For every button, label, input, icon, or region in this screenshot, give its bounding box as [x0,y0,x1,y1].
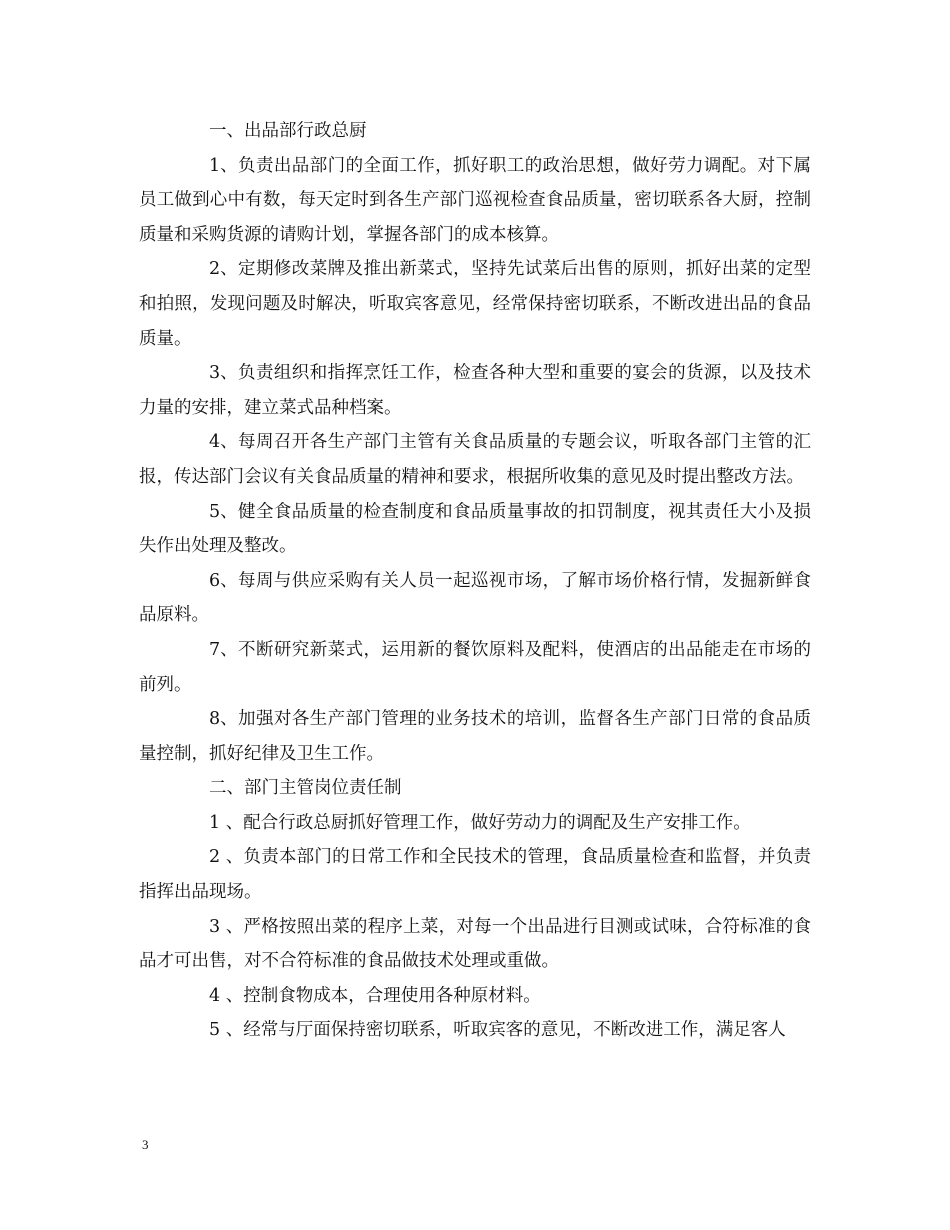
item-number: 6、 [209,570,238,591]
item-text: 不断研究新菜式，运用新的餐饮原料及配料，使酒店的出品能走在市场的前列。 [139,639,811,695]
item-text: 健全食品质量的检查制度和食品质量事故的扣罚制度，视其责任大小及损失作出处理及整改。 [139,501,811,557]
section-heading [139,771,811,806]
item-number: 8、 [209,709,238,730]
list-item [139,702,811,771]
item-text: 每周与供应采购有关人员一起巡视市场，了解市场价格行情，发掘新鲜食品原料。 [139,570,811,626]
list-item [139,356,811,425]
item-text: 负责组织和指挥烹饪工作，检查各种大型和重要的宴会的货源，以及技术力量的安排，建立菜式品种档案。 [139,363,811,418]
item-number: 2、 [209,259,238,280]
item-text: 负责本部门的日常工作和全民技术的管理，食品质量检查和监督，并负责指挥出品现场。 [139,847,811,903]
item-number: 3 、 [209,916,244,937]
document-body [139,114,811,1048]
item-text: 严格按照出菜的程序上菜，对每一个出品进行目测或试味，合符标准的食品才可出售，对不合符标准的食品做技术处理或重做。 [139,916,811,972]
item-number: 4 、 [209,985,244,1006]
item-number: 2 、 [209,847,244,868]
list-item [139,495,811,564]
section-number: 二、 [209,778,244,799]
item-text: 控制食物成本，合理使用各种原材料。 [243,985,541,1006]
item-text: 负责出品部门的全面工作，抓好职工的政治思想，做好劳力调配。对下属员工做到心中有数，每天定时到各生产部门巡视检查食品质量，密切联系各大厨，控制质量和采购货源的请购计划，掌握各部门的成本核算。 [139,155,811,245]
list-item [139,1013,811,1048]
item-number: 1 、 [209,812,244,833]
list-item [139,633,811,702]
item-number: 5、 [209,501,238,522]
section-heading [139,114,811,149]
item-number: 4、 [209,432,238,453]
item-number: 1、 [209,155,238,176]
item-number: 7、 [209,639,238,660]
page-number: 3 [142,1137,149,1152]
item-text: 经常与厅面保持密切联系，听取宾客的意见，不断改进工作，满足客人 [243,1020,786,1041]
section-number: 一、 [209,121,244,141]
list-item [139,425,811,494]
item-text: 配合行政总厨抓好管理工作，做好劳动力的调配及生产安排工作。 [243,812,751,833]
section-title: 部门主管岗位责任制 [244,778,402,799]
item-text: 每周召开各生产部门主管有关食品质量的专题会议，听取各部门主管的汇报，传达部门会议有关食品质量的精神和要求，根据所收集的意见及时提出整改方法。 [139,432,811,487]
list-item [139,806,811,841]
list-item [139,252,811,356]
item-number: 5 、 [209,1020,244,1041]
item-text: 加强对各生产部门管理的业务技术的培训，监督各生产部门日常的食品质量控制，抓好纪律及卫生工作。 [139,709,811,764]
list-item [139,840,811,909]
list-item [139,979,811,1014]
list-item [139,564,811,633]
list-item [139,910,811,979]
section-title: 出品部行政总厨 [244,121,367,141]
item-number: 3、 [209,363,238,384]
item-text: 定期修改菜牌及推出新菜式，坚持先试菜后出售的原则，抓好出菜的定型和拍照，发现问题及时解决，听取宾客意见，经常保持密切联系，不断改进出品的食品质量。 [139,259,811,349]
list-item [139,149,811,253]
